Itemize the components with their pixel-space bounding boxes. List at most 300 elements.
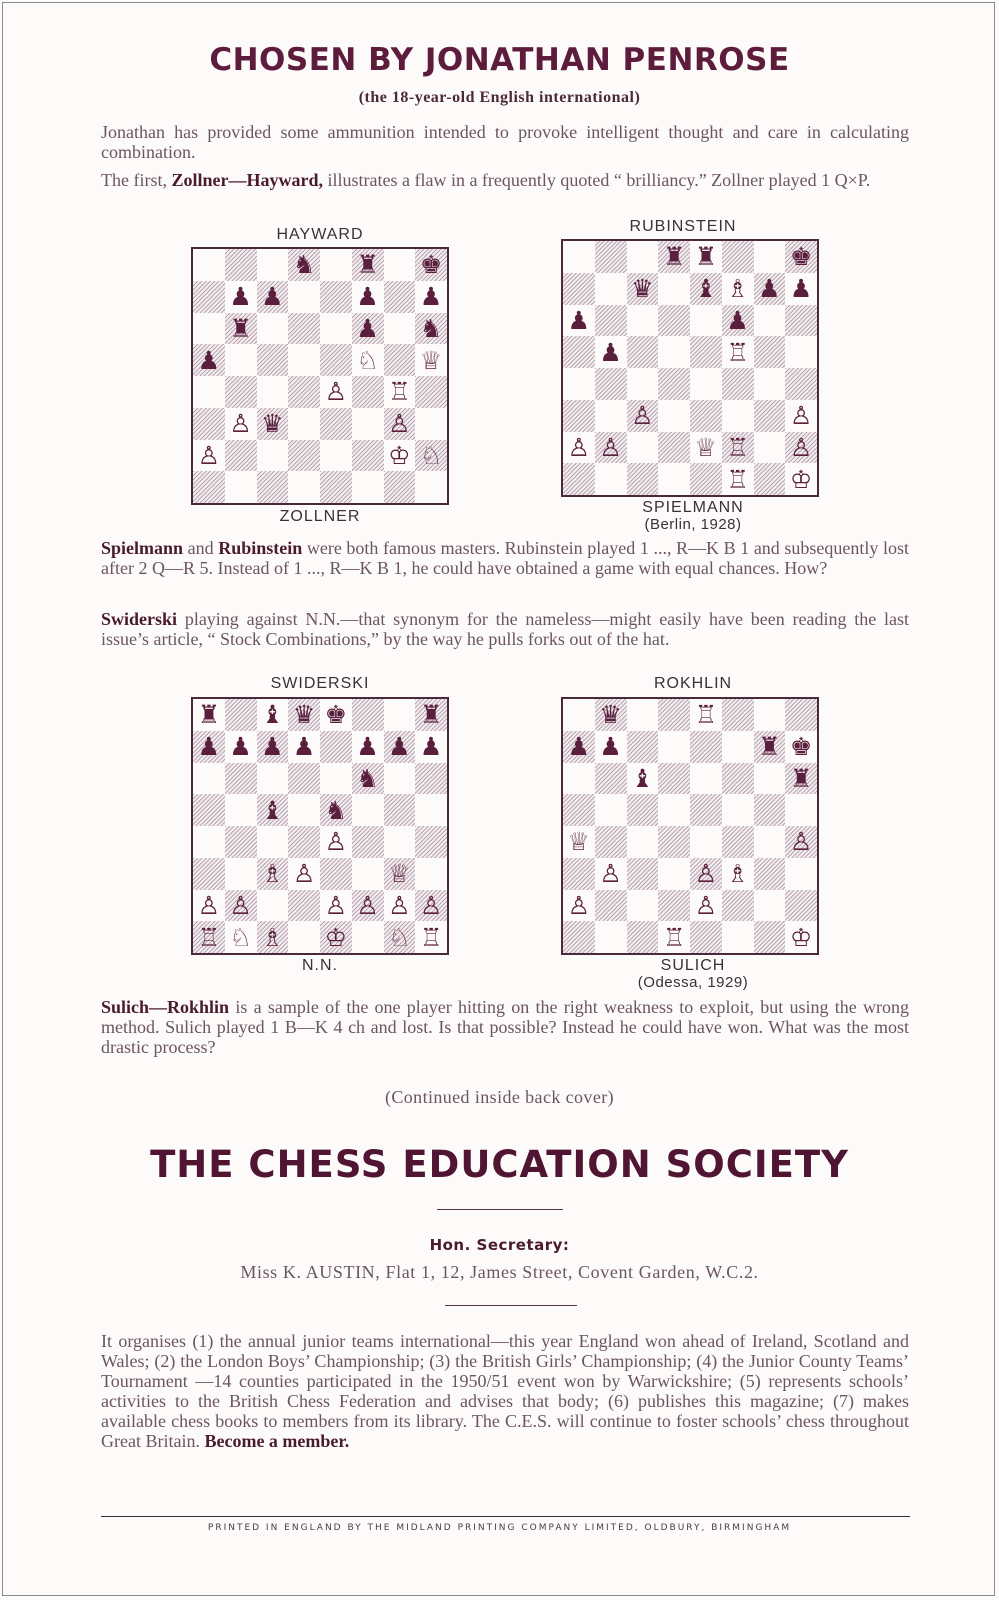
board-square (785, 463, 817, 495)
board-square (225, 794, 257, 826)
board-square (627, 763, 659, 795)
text: It organises (1) the annual junior teams international—this year England won ahead of Ireland, Scotland and Wales; (2) the London Boys’ Championship; (3) the British Girls’ Championship; (4) the Junior County Teams’ Tournament —14 counties participated in the 1950/51 event won by Warwickshire; (5) represents schools’ activities to the British Chess Federation and advises that body; (6) publishes this magazine; (7) makes available chess books to members from its library. The C.E.S. will continue to foster schools’ chess throughout Great Britain. (101, 1331, 909, 1451)
board-square (415, 376, 447, 408)
board2-top-label: RUBINSTEIN (629, 218, 737, 235)
board-square (288, 890, 320, 922)
board-square (627, 432, 659, 464)
board3-top-label: SWIDERSKI (270, 675, 370, 692)
board-square (595, 463, 627, 495)
board3-bottom-label (190, 957, 450, 975)
board-square (595, 763, 627, 795)
board-square (722, 826, 754, 858)
board-square (384, 471, 416, 503)
board-square (658, 921, 690, 953)
white-king-icon: ♔ (789, 922, 813, 952)
white-pawn-icon: ♙ (789, 432, 813, 462)
black-pawn-icon: ♟ (758, 274, 781, 304)
board-square (384, 699, 416, 731)
board-square (595, 241, 627, 273)
board-square (595, 305, 627, 337)
divider (445, 1305, 577, 1306)
board-square (320, 731, 352, 763)
board-square (595, 368, 627, 400)
board-square (320, 763, 352, 795)
board-square (384, 408, 416, 440)
board-square (257, 763, 289, 795)
black-pawn-icon: ♟ (567, 305, 591, 335)
board-square (722, 699, 754, 731)
society-description (101, 1331, 909, 1451)
player-name: ZOLLNER (279, 508, 361, 525)
board-square (690, 890, 722, 922)
board-square (627, 463, 659, 495)
black-rook-icon: ♜ (662, 242, 686, 272)
board-square (563, 368, 595, 400)
white-pawn-icon: ♙ (631, 401, 654, 431)
board-square (595, 432, 627, 464)
board-square (785, 273, 817, 305)
board-square (754, 699, 786, 731)
board-square (785, 826, 817, 858)
board-square (658, 273, 690, 305)
board-square (754, 273, 786, 305)
board-square (415, 344, 447, 376)
white-knight-icon: ♘ (419, 440, 443, 470)
board-square (384, 344, 416, 376)
board-square (690, 400, 722, 432)
board-square (415, 281, 447, 313)
board-square (415, 699, 447, 731)
printer-imprint: PRINTED IN ENGLAND BY THE MIDLAND PRINTING COMPANY LIMITED, OLDBURY, BIRMINGHAM (207, 1523, 792, 1533)
board-square (288, 794, 320, 826)
black-king-icon: ♚ (419, 250, 443, 280)
board-square (658, 336, 690, 368)
black-bishop-icon: ♝ (631, 763, 654, 793)
white-pawn-icon: ♙ (388, 409, 411, 439)
board-square (415, 731, 447, 763)
black-pawn-icon: ♟ (726, 305, 749, 335)
board-square (225, 890, 257, 922)
board4-top-label: ROKHLIN (653, 675, 733, 692)
board-square (352, 408, 384, 440)
board-square (193, 344, 225, 376)
board-square (352, 249, 384, 281)
board-square (627, 368, 659, 400)
board-square (658, 463, 690, 495)
board-square (627, 305, 659, 337)
board-square (288, 376, 320, 408)
white-pawn-icon: ♙ (694, 859, 718, 889)
black-pawn-icon: ♟ (599, 337, 622, 367)
text: were both famous masters. Rubinstein played 1 ..., R—K B 1 and subsequently lost after 2 Q—R 5. Instead of 1 ..., R—K B 1, he could have obtained a game with equal chances. How? (101, 538, 909, 578)
continued-note: (Continued inside back cover) (384, 1087, 615, 1107)
board-square (225, 376, 257, 408)
board-square (785, 368, 817, 400)
board-square (352, 763, 384, 795)
white-queen-icon: ♕ (388, 859, 411, 889)
board-square (225, 826, 257, 858)
player-name: SPIELMANN (642, 499, 744, 516)
board-square (288, 471, 320, 503)
black-knight-icon: ♞ (324, 795, 348, 825)
board-square (722, 731, 754, 763)
board-square (658, 241, 690, 273)
board-square (690, 699, 722, 731)
board-square (384, 249, 416, 281)
board-square (627, 794, 659, 826)
board-square (722, 305, 754, 337)
board-square (320, 440, 352, 472)
board-square (627, 921, 659, 953)
board-square (563, 305, 595, 337)
board-square (384, 826, 416, 858)
black-pawn-icon: ♟ (356, 732, 379, 762)
board-square (257, 858, 289, 890)
board-square (320, 921, 352, 953)
board-square (722, 858, 754, 890)
board-square (754, 858, 786, 890)
board-square (352, 376, 384, 408)
board-square (722, 432, 754, 464)
board-square (193, 440, 225, 472)
board-square (415, 794, 447, 826)
board-square (595, 336, 627, 368)
black-pawn-icon: ♟ (229, 732, 252, 762)
black-pawn-icon: ♟ (419, 732, 443, 762)
board-square (352, 890, 384, 922)
board-square (754, 921, 786, 953)
white-rook-icon: ♖ (726, 464, 749, 494)
society-title: THE CHESS EDUCATION SOCIETY (150, 1143, 849, 1186)
board-square (690, 921, 722, 953)
board-square (627, 699, 659, 731)
black-bishop-icon: ♝ (261, 795, 284, 825)
footer-rule (101, 1516, 910, 1517)
chess-diagram-sulich-rokhlin (561, 697, 819, 955)
board-square (785, 794, 817, 826)
board-square (563, 273, 595, 305)
white-bishop-icon: ♗ (261, 859, 284, 889)
board-square (384, 731, 416, 763)
board-square (563, 921, 595, 953)
board-square (785, 731, 817, 763)
board-square (288, 249, 320, 281)
board-square (563, 763, 595, 795)
board4-bottom-label (563, 957, 823, 990)
board-square (754, 890, 786, 922)
black-knight-icon: ♞ (292, 250, 316, 280)
black-king-icon: ♚ (789, 242, 813, 272)
board-square (257, 921, 289, 953)
board-square (225, 731, 257, 763)
board-square (722, 336, 754, 368)
board-square (658, 368, 690, 400)
board-square (415, 471, 447, 503)
board-square (225, 699, 257, 731)
board-square (627, 273, 659, 305)
text: illustrates a flaw in a frequently quoted “ brilliancy.” Zollner played 1 Q×P. (327, 170, 871, 190)
board-square (193, 249, 225, 281)
black-rook-icon: ♜ (789, 763, 813, 793)
board-square (193, 858, 225, 890)
board-square (722, 463, 754, 495)
text: The first, (101, 170, 167, 190)
chess-diagram-spielmann-rubinstein (561, 239, 819, 497)
board-square (352, 858, 384, 890)
board-square (352, 731, 384, 763)
board-square (563, 432, 595, 464)
board-square (384, 794, 416, 826)
board-square (690, 305, 722, 337)
board1-bottom-label (190, 508, 450, 526)
black-bishop-icon: ♝ (261, 700, 284, 730)
chess-diagram-swiderski-nn (191, 697, 449, 955)
board-square (658, 699, 690, 731)
page-subtitle: (the 18-year-old English international) (358, 89, 641, 106)
black-pawn-icon: ♟ (197, 345, 221, 375)
board-square (257, 731, 289, 763)
board1-top-label: HAYWARD (276, 226, 364, 243)
board-square (722, 273, 754, 305)
board-square (785, 890, 817, 922)
board-square (352, 281, 384, 313)
board-square (257, 440, 289, 472)
board-square (320, 313, 352, 345)
board-square (658, 794, 690, 826)
board-square (384, 858, 416, 890)
board-square (690, 463, 722, 495)
board-square (627, 336, 659, 368)
board-square (320, 794, 352, 826)
white-bishop-icon: ♗ (261, 922, 284, 952)
board-square (257, 471, 289, 503)
white-knight-icon: ♘ (356, 345, 379, 375)
board-square (257, 890, 289, 922)
divider (437, 1209, 563, 1210)
board-square (320, 344, 352, 376)
black-king-icon: ♚ (789, 732, 813, 762)
board-square (785, 400, 817, 432)
black-pawn-icon: ♟ (356, 313, 379, 343)
white-pawn-icon: ♙ (324, 890, 348, 920)
board-square (320, 281, 352, 313)
board-square (658, 432, 690, 464)
white-pawn-icon: ♙ (229, 890, 252, 920)
board-square (288, 281, 320, 313)
board-square (320, 376, 352, 408)
player-name: N.N. (302, 957, 338, 974)
white-rook-icon: ♖ (419, 922, 443, 952)
board-square (690, 763, 722, 795)
board-square (225, 763, 257, 795)
board-square (627, 400, 659, 432)
black-pawn-icon: ♟ (261, 282, 284, 312)
black-rook-icon: ♜ (694, 242, 718, 272)
white-pawn-icon: ♙ (356, 890, 379, 920)
board-square (690, 432, 722, 464)
black-pawn-icon: ♟ (261, 732, 284, 762)
board-square (658, 305, 690, 337)
board-square (288, 826, 320, 858)
board-square (193, 408, 225, 440)
board2-bottom-label (563, 499, 823, 532)
white-pawn-icon: ♙ (324, 827, 348, 857)
board-square (415, 921, 447, 953)
board-square (690, 273, 722, 305)
board-square (690, 368, 722, 400)
board-square (690, 858, 722, 890)
board-square (193, 281, 225, 313)
black-knight-icon: ♞ (356, 763, 379, 793)
board-square (754, 368, 786, 400)
board-square (193, 699, 225, 731)
board-square (257, 313, 289, 345)
board-square (257, 826, 289, 858)
game-location: (Odessa, 1929) (637, 974, 749, 991)
white-king-icon: ♔ (324, 922, 348, 952)
board-square (193, 794, 225, 826)
board-square (193, 471, 225, 503)
board-square (563, 400, 595, 432)
board-square (595, 699, 627, 731)
board-square (658, 826, 690, 858)
board-square (352, 794, 384, 826)
text: is a sample of the one player hitting on the right weakness to exploit, but using the wrong method. Sulich played 1 B—K 4 ch and lost. Is that possible? Instead he could have won. What was the most drastic process? (101, 997, 910, 1057)
board-square (288, 731, 320, 763)
black-rook-icon: ♜ (229, 313, 252, 343)
black-queen-icon: ♛ (261, 409, 284, 439)
board-square (225, 408, 257, 440)
board-square (193, 376, 225, 408)
board-square (193, 731, 225, 763)
white-bishop-icon: ♗ (726, 274, 749, 304)
white-rook-icon: ♖ (197, 922, 221, 952)
board-square (193, 313, 225, 345)
black-pawn-icon: ♟ (789, 274, 813, 304)
board-square (595, 400, 627, 432)
board-square (627, 858, 659, 890)
white-pawn-icon: ♙ (197, 890, 221, 920)
black-rook-icon: ♜ (356, 250, 379, 280)
board-square (595, 890, 627, 922)
board-square (320, 858, 352, 890)
board-square (225, 471, 257, 503)
hon-secretary-heading: Hon. Secretary: (429, 1236, 570, 1254)
board-square (384, 921, 416, 953)
white-rook-icon: ♖ (726, 432, 749, 462)
board-square (754, 305, 786, 337)
sulich-rokhlin-paragraph (101, 997, 909, 1057)
board-square (785, 241, 817, 273)
white-pawn-icon: ♙ (567, 432, 591, 462)
board-square (384, 440, 416, 472)
page-title: CHOSEN BY JONATHAN PENROSE (209, 42, 790, 78)
board-square (595, 731, 627, 763)
board-square (722, 368, 754, 400)
secretary-address: Miss K. AUSTIN, Flat 1, 12, James Street, Covent Garden, W.C.2. (240, 1262, 759, 1282)
board-square (288, 440, 320, 472)
board-square (785, 336, 817, 368)
board-square (627, 890, 659, 922)
board-square (563, 890, 595, 922)
board-square (627, 731, 659, 763)
board-square (257, 699, 289, 731)
white-pawn-icon: ♙ (229, 409, 252, 439)
board-square (595, 794, 627, 826)
board-square (690, 336, 722, 368)
black-pawn-icon: ♟ (292, 732, 316, 762)
game-location: (Berlin, 1928) (644, 516, 742, 533)
board-square (754, 731, 786, 763)
white-knight-icon: ♘ (388, 922, 411, 952)
black-pawn-icon: ♟ (356, 282, 379, 312)
black-bishop-icon: ♝ (694, 274, 718, 304)
black-pawn-icon: ♟ (567, 732, 591, 762)
board-square (563, 336, 595, 368)
board-square (785, 305, 817, 337)
board-square (384, 281, 416, 313)
white-pawn-icon: ♙ (599, 859, 622, 889)
board-square (288, 921, 320, 953)
text: playing against N.N.—that synonym for the nameless—might easily have been reading the last issue’s article, “ Stock Combinations,” by the way he pulls forks out of the hat. (101, 609, 909, 649)
board-square (722, 241, 754, 273)
black-king-icon: ♚ (324, 700, 348, 730)
white-rook-icon: ♖ (726, 337, 749, 367)
board-square (785, 763, 817, 795)
board-square (690, 731, 722, 763)
player-name: Rubinstein (218, 538, 303, 558)
board-square (785, 699, 817, 731)
board-square (225, 858, 257, 890)
board-square (320, 890, 352, 922)
board-square (352, 440, 384, 472)
black-rook-icon: ♜ (758, 732, 781, 762)
board-square (563, 241, 595, 273)
game-name: Sulich—Rokhlin (101, 997, 230, 1017)
board-square (352, 699, 384, 731)
board-square (384, 376, 416, 408)
board-square (595, 826, 627, 858)
player-name: Spielmann (101, 538, 184, 558)
board-square (288, 313, 320, 345)
board-square (288, 344, 320, 376)
board-square (722, 763, 754, 795)
board-square (415, 249, 447, 281)
board-square (690, 241, 722, 273)
board-square (320, 699, 352, 731)
board-square (415, 313, 447, 345)
board-square (722, 921, 754, 953)
board-square (225, 249, 257, 281)
board-square (785, 858, 817, 890)
board-square (320, 826, 352, 858)
board-square (415, 440, 447, 472)
chess-diagram-zollner-hayward (191, 247, 449, 505)
board-square (658, 858, 690, 890)
white-pawn-icon: ♙ (197, 440, 221, 470)
player-name: Swiderski (101, 609, 178, 629)
board-square (658, 731, 690, 763)
board-square (754, 336, 786, 368)
player-name: SULICH (660, 957, 726, 974)
board-square (415, 826, 447, 858)
board-square (193, 763, 225, 795)
board-square (320, 471, 352, 503)
call-to-action: Become a member. (204, 1431, 350, 1451)
black-pawn-icon: ♟ (599, 732, 622, 762)
board-square (722, 890, 754, 922)
board-square (288, 858, 320, 890)
